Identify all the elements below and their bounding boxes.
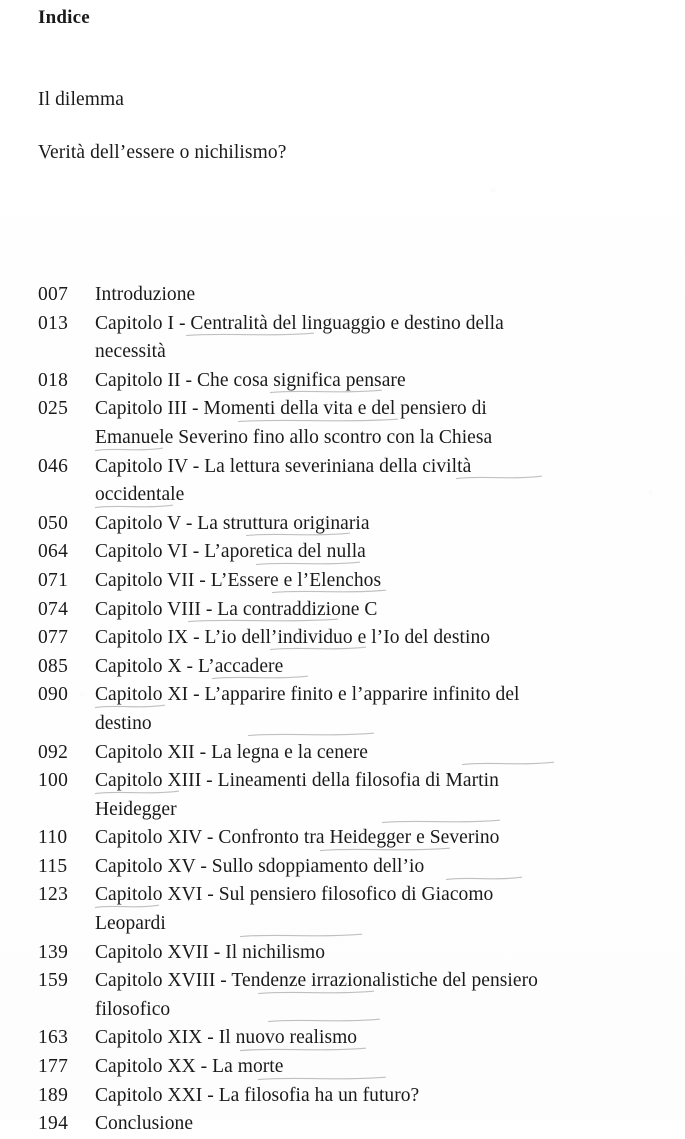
toc-entry[interactable] [0, 853, 685, 882]
toc-entry-line [0, 653, 685, 682]
toc-entry-line [0, 1110, 685, 1139]
toc-entry-continuation-line [0, 710, 685, 739]
toc-page-number: 123 [38, 884, 69, 906]
toc-entry-title: Capitolo XI - L’apparire finito e l’apparire infinito del [95, 684, 520, 706]
toc-entry-title: Capitolo IX - L’io dell’individuo e l’Io del destino [95, 627, 491, 649]
toc-entry-title: Capitolo XXI - La filosofia ha un futuro? [95, 1084, 420, 1106]
toc-entry[interactable] [0, 1110, 685, 1139]
toc-entry-title: Capitolo XVI - Sul pensiero filosofico di Giacomo [95, 884, 494, 906]
toc-page-number: 025 [38, 398, 69, 420]
toc-entry[interactable] [0, 1082, 685, 1111]
toc-page-number: 090 [38, 684, 69, 706]
toc-entry-continuation-line [0, 424, 685, 453]
toc-entry[interactable] [0, 767, 685, 824]
toc-entry-title: Conclusione [95, 1113, 194, 1135]
toc-entry-line [0, 739, 685, 768]
toc-entry-title: Capitolo XV - Sullo sdoppiamento dell’io [95, 855, 425, 877]
toc-page-number: 013 [38, 312, 69, 334]
toc-page-number: 064 [38, 541, 69, 563]
toc-page-number: 189 [38, 1084, 69, 1106]
toc-entry[interactable] [0, 538, 685, 567]
toc-page-number: 115 [38, 855, 68, 877]
toc-entry[interactable] [0, 310, 685, 367]
toc-entry[interactable] [0, 624, 685, 653]
toc-entry[interactable] [0, 681, 685, 738]
toc-entry-title: Introduzione [95, 284, 196, 305]
subtitle-line-2: Verità dell’essere o nichilismo? [38, 142, 287, 163]
toc-entry-title: Capitolo XIII - Lineamenti della filosofia di Martin [95, 770, 499, 792]
toc-entry-line [0, 1053, 685, 1082]
toc-entry-line [0, 567, 685, 596]
toc-entry-title: Capitolo V - La struttura originaria [95, 512, 370, 534]
toc-entry-line [0, 395, 685, 424]
toc-entry[interactable] [0, 1024, 685, 1053]
toc-entry-line [0, 453, 685, 482]
toc-entry-line [0, 538, 685, 567]
toc-page-number: 018 [38, 369, 69, 391]
toc-page-number: 046 [38, 455, 69, 477]
toc-entry-line [0, 853, 685, 882]
toc-entry-title: Capitolo VIII - La contraddizione C [95, 598, 378, 620]
toc-entry-continuation-line [0, 796, 685, 825]
toc-page-number: 007 [38, 284, 69, 305]
toc-entry[interactable] [0, 881, 685, 938]
toc-entry-line [0, 624, 685, 653]
toc-entry[interactable] [0, 395, 685, 452]
toc-entry-title: Capitolo XIV - Confronto tra Heidegger e Severino [95, 827, 500, 849]
toc-entry-title: Capitolo XVIII - Tendenze irrazionalistiche del pensiero [95, 970, 538, 992]
subtitle-line-1: Il dilemma [38, 89, 125, 110]
toc-page-number: 139 [38, 941, 69, 963]
toc-entry-line [0, 881, 685, 910]
toc-entry-title: Capitolo XIX - Il nuovo realismo [95, 1027, 358, 1049]
toc-page-number: 100 [38, 770, 69, 792]
toc-entry[interactable] [0, 939, 685, 968]
toc-page-number: 092 [38, 741, 69, 763]
toc-entry[interactable] [0, 824, 685, 853]
toc-entry-title: destino [95, 712, 152, 734]
toc-entry-line [0, 281, 685, 310]
toc-page-number: 194 [38, 1113, 69, 1135]
toc-entry-title: Capitolo I - Centralità del linguaggio e destino della [95, 312, 504, 334]
toc-page-number: 110 [38, 827, 68, 849]
toc-entry-title: Capitolo IV - La lettura severiniana della civiltà [95, 455, 472, 477]
toc-entry-line [0, 310, 685, 339]
toc-entry-line [0, 967, 685, 996]
toc-entry-title: Capitolo VI - L’aporetica del nulla [95, 541, 366, 563]
toc-entry-title: occidentale [95, 484, 185, 506]
toc-entry-line [0, 824, 685, 853]
toc-entry[interactable] [0, 510, 685, 539]
toc-page-number: 071 [38, 569, 69, 591]
toc-entry-title: Leopardi [95, 913, 166, 935]
toc-page-number: 177 [38, 1056, 69, 1078]
toc-entry[interactable] [0, 1053, 685, 1082]
toc-entry-line [0, 681, 685, 710]
toc-entry-line [0, 510, 685, 539]
toc-entry[interactable] [0, 596, 685, 625]
toc-page-number: 050 [38, 512, 69, 534]
toc-page-number: 085 [38, 655, 69, 677]
toc-entry-title: Capitolo II - Che cosa significa pensare [95, 369, 406, 391]
toc-page-number: 163 [38, 1027, 69, 1049]
toc-entry[interactable] [0, 653, 685, 682]
toc-entry-continuation-line [0, 338, 685, 367]
toc-entry[interactable] [0, 453, 685, 510]
toc-entry-title: Capitolo XVII - Il nichilismo [95, 941, 326, 963]
toc-page-number: 074 [38, 598, 69, 620]
toc-entry-title: Capitolo III - Momenti della vita e del pensiero di [95, 398, 487, 420]
toc-entry-line [0, 1082, 685, 1111]
toc-entry-line [0, 1024, 685, 1053]
toc-entry-continuation-line [0, 996, 685, 1025]
toc-entry-title: necessità [95, 341, 166, 363]
table-of-contents [0, 281, 685, 1139]
toc-entry-title: filosofico [95, 998, 171, 1020]
toc-entry-continuation-line [0, 481, 685, 510]
toc-entry[interactable] [0, 281, 685, 310]
toc-entry[interactable] [0, 367, 685, 396]
toc-entry-title: Capitolo XX - La morte [95, 1056, 284, 1078]
toc-entry-continuation-line [0, 910, 685, 939]
toc-entry-title: Capitolo XII - La legna e la cenere [95, 741, 368, 763]
page-title: Indice [38, 7, 90, 28]
toc-entry[interactable] [0, 967, 685, 1024]
toc-entry[interactable] [0, 567, 685, 596]
toc-entry-line [0, 939, 685, 968]
toc-entry-line [0, 367, 685, 396]
toc-entry[interactable] [0, 739, 685, 768]
toc-entry-line [0, 596, 685, 625]
toc-page-number: 159 [38, 970, 69, 992]
toc-entry-title: Capitolo X - L’accadere [95, 655, 284, 677]
toc-entry-title: Heidegger [95, 798, 177, 820]
toc-entry-line [0, 767, 685, 796]
toc-page-number: 077 [38, 627, 69, 649]
toc-entry-title: Capitolo VII - L’Essere e l’Elenchos [95, 569, 382, 591]
toc-entry-title: Emanuele Severino fino allo scontro con la Chiesa [95, 426, 493, 448]
